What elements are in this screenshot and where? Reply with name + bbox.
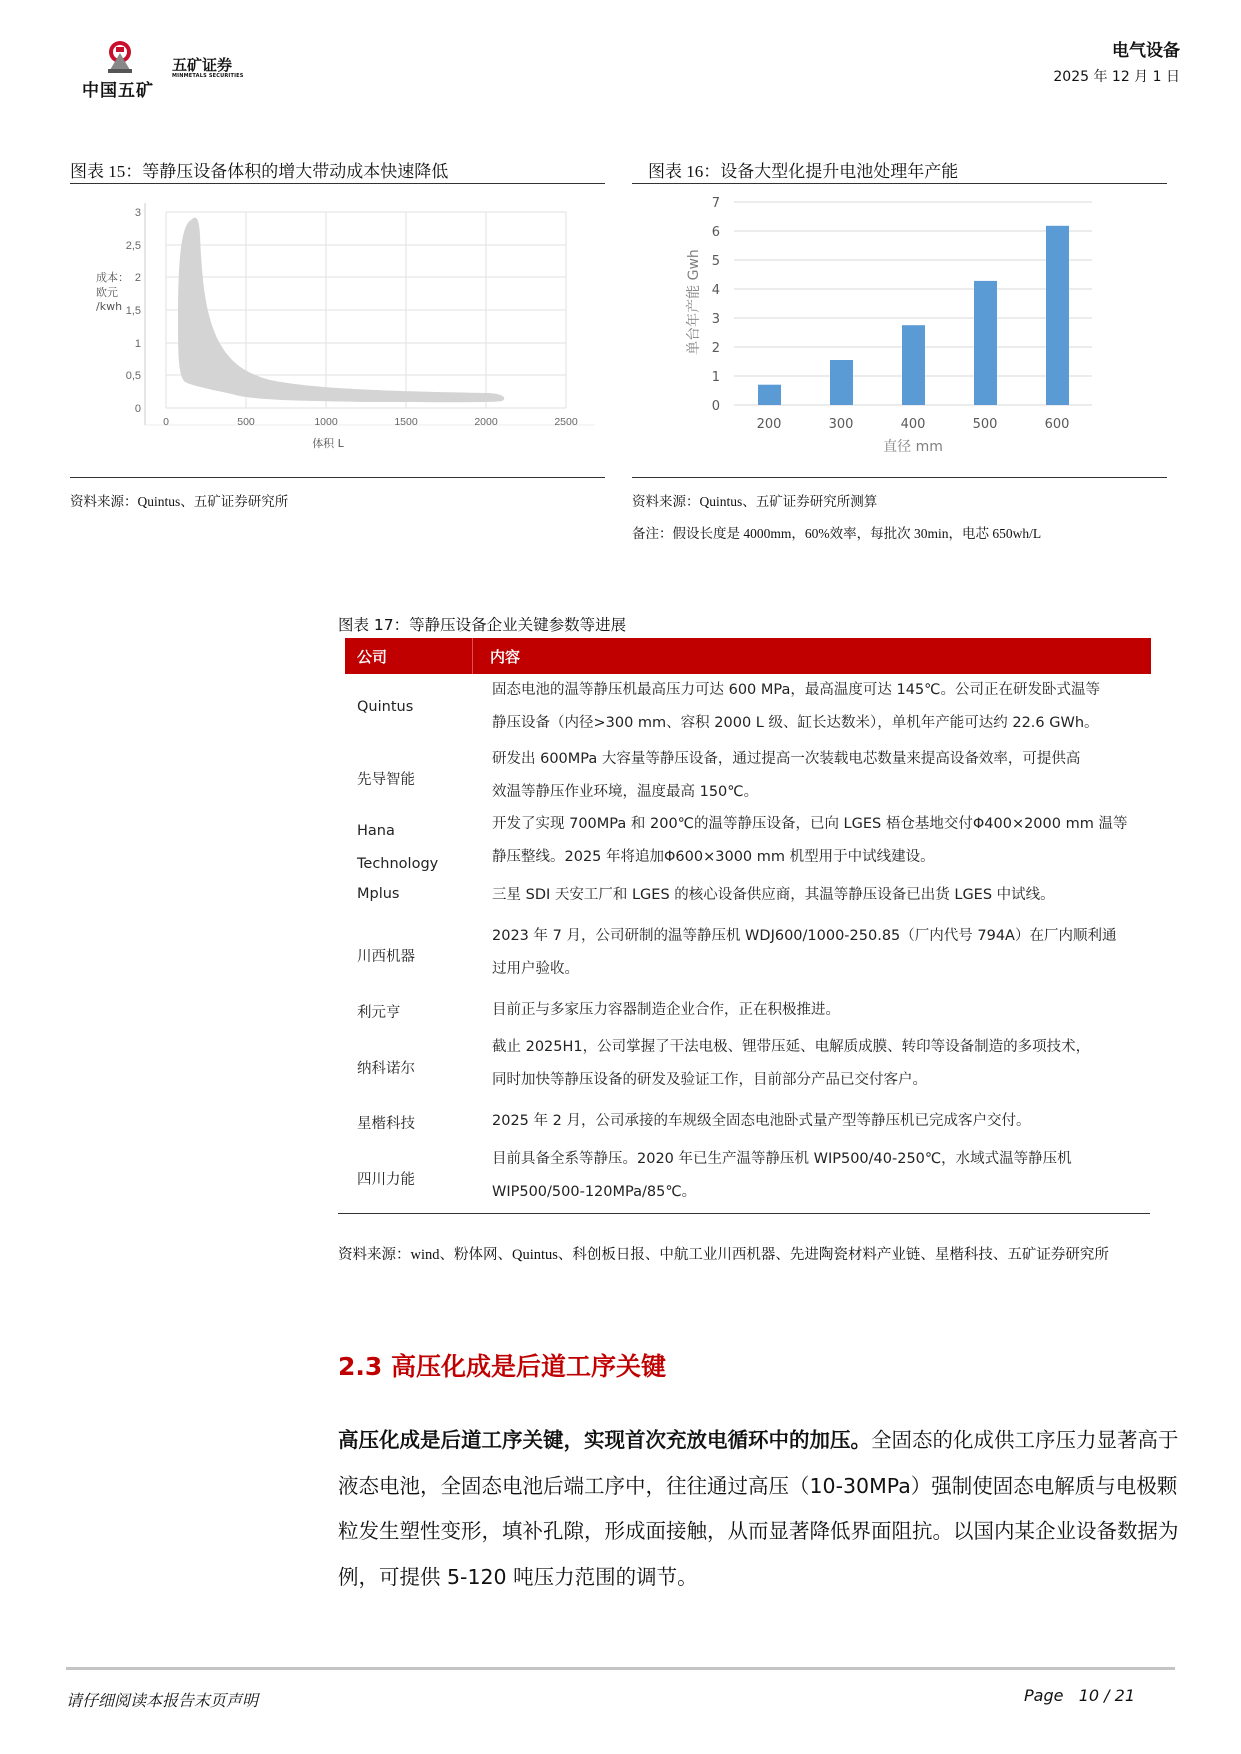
figure16-source: 资料来源：Quintus、五矿证券研究所测算 [632,494,878,509]
minmetals-emblem-icon [104,40,136,74]
svg-text:1: 1 [134,338,141,350]
table17-bottom-rule [338,1213,1150,1214]
svg-text:1500: 1500 [394,416,418,428]
row-content: 截止 2025H1，公司掌握了干法电极、锂带压延、电解质成膜、转印等设备制造的多项技术， 同时加快等静压设备的研发及验证工作，目前部分产品已交付客户。 [492,1039,1091,1088]
svg-text:直径 mm: 直径 mm [883,439,943,455]
row-content: 三星 SDI 天安工厂和 LGES 的核心设备供应商，其温等静压设备已出货 LGES 中试线。 [492,887,1055,903]
figure15-bottom-rule [70,477,605,478]
svg-text:0: 0 [134,403,141,415]
industry-label: 电气设备 [1112,41,1180,61]
svg-text:体积 L: 体积 L [312,437,344,450]
svg-text:3: 3 [134,207,141,219]
svg-text:500: 500 [972,417,998,432]
row-company: Hana Technology [357,823,439,872]
svg-text:2: 2 [134,272,141,284]
svg-text:2,5: 2,5 [125,240,141,252]
svg-text:500: 500 [237,416,255,428]
section-heading: 2.3 高压化成是后道工序关键 [338,1352,666,1381]
row-content: 开发了实现 700MPa 和 200℃的温等静压设备，已向 LGES 梧仓基地交付Φ400×2000 mm 温等 静压整线。2025 年将追加Φ600×3000 mm 机型用于中试线建设。 [492,816,1128,865]
group-name: 中国五矿 [82,81,154,101]
figure16-rule [632,183,1167,184]
page-indicator: Page 10 / 21 [1024,1686,1135,1705]
bar-200 [758,385,781,405]
report-date: 2025 年 12 月 1 日 [1053,69,1180,85]
svg-text:0,5: 0,5 [125,370,141,382]
table17-title: 图表 17：等静压设备企业关键参数等进展 [338,616,627,634]
company-logo [82,40,262,101]
row-company: 川西机器 [357,949,415,965]
figure15-source: 资料来源：Quintus、五矿证券研究所 [70,494,289,509]
svg-text:2500: 2500 [554,416,578,428]
svg-text:欧元: 欧元 [96,286,118,299]
svg-text:7: 7 [711,196,720,211]
svg-text:1: 1 [711,370,720,385]
header-content: 内容 [490,648,521,666]
row-company: 星楷科技 [357,1116,415,1132]
svg-text:1000: 1000 [314,416,338,428]
footer-rule [66,1667,1175,1670]
row-content: 目前正与多家压力容器制造企业合作，正在积极推进。 [492,1002,840,1018]
row-company: 先导智能 [357,772,415,788]
svg-text:单台年产能 Gwh: 单台年产能 Gwh [686,249,702,355]
table17-source: 资料来源：wind、粉体网、Quintus、科创板日报、中航工业川西机器、先进陶瓷材料产业链、星楷科技、五矿证券研究所 [338,1247,1109,1263]
svg-text:3: 3 [711,312,720,327]
figure15-rule [70,183,605,184]
svg-text:1,5: 1,5 [125,305,141,317]
header-company: 公司 [357,648,388,666]
svg-text:成本：: 成本： [96,271,129,284]
bar-300 [830,360,853,405]
svg-text:0: 0 [711,399,720,414]
para-body: 全固态的化成供工序压力显著高于液态电池，全固态电池后端工序中，往往通过高压（10-30MPa）强制使固态电解质与电极颗粒发生塑性变形，填补孔隙，形成面接触，从而显著降低界面阻抗。以国内某企业设备数据为例，可提供 5-120 吨压力范围的调节。 [338,1428,1179,1589]
row-company: 利元亨 [357,1005,401,1021]
row-content: 2025 年 2 月，公司承接的车规级全固态电池卧式量产型等静压机已完成客户交付。 [492,1113,1031,1129]
row-company: 纳科诺尔 [357,1061,415,1077]
svg-text:0: 0 [163,416,169,428]
svg-text:200: 200 [756,417,782,432]
bar-400 [902,325,925,405]
svg-text:4: 4 [711,283,720,298]
bar-500 [974,281,997,405]
figure16-bottom-rule [632,477,1167,478]
svg-text:300: 300 [828,417,854,432]
row-content: 2023 年 7 月，公司研制的温等静压机 WDJ600/1000-250.85（厂内代号 794A）在厂内顺利通 过用户验收。 [492,928,1117,977]
brand-name-en: MINMETALS SECURITIES [172,73,244,79]
section-paragraph [338,1418,1180,1600]
figure16-chart [632,190,1167,465]
capacity-bars [758,226,1069,405]
svg-text:400: 400 [900,417,926,432]
para-lead: 高压化成是后道工序关键，实现首次充放电循环中的加压。 [338,1428,871,1452]
svg-text:/kwh: /kwh [96,300,123,313]
svg-text:2: 2 [711,341,720,356]
svg-text:2000: 2000 [474,416,498,428]
figure15-title: 图表 15：等静压设备体积的增大带动成本快速降低 [70,162,449,181]
row-content: 固态电池的温等静压机最高压力可达 600 MPa，最高温度可达 145℃。公司正在研发卧式温等 静压设备（内径>300 mm、容积 2000 L 级、缸长达数米），单机年产能可达约 22.6 GWh。 [492,682,1100,731]
table17-header [345,638,1151,674]
figure16-note: 备注：假设长度是 4000mm，60%效率，每批次 30min，电芯 650wh/L [632,526,1042,541]
bar-600 [1046,226,1069,405]
row-company: Mplus [357,886,400,902]
row-company: Quintus [357,699,414,715]
footer-disclaimer: 请仔细阅读本报告末页声明 [66,1691,259,1710]
row-content: 研发出 600MPa 大容量等静压设备，通过提高一次装载电芯数量来提高设备效率，可提供高 效温等静压作业环境，温度最高 150℃。 [492,751,1081,800]
figure16-title: 图表 16：设备大型化提升电池处理年产能 [648,162,959,181]
brand-name: 五矿证券 [172,56,233,74]
svg-text:6: 6 [711,225,720,240]
svg-text:5: 5 [711,254,720,269]
svg-text:600: 600 [1044,417,1070,432]
row-content: 目前具备全系等静压。2020 年已生产温等静压机 WIP500/40-250℃，水域式温等静压机 WIP500/500-120MPa/85℃。 [492,1151,1072,1200]
row-company: 四川力能 [357,1172,415,1188]
figure15-chart [70,195,605,460]
